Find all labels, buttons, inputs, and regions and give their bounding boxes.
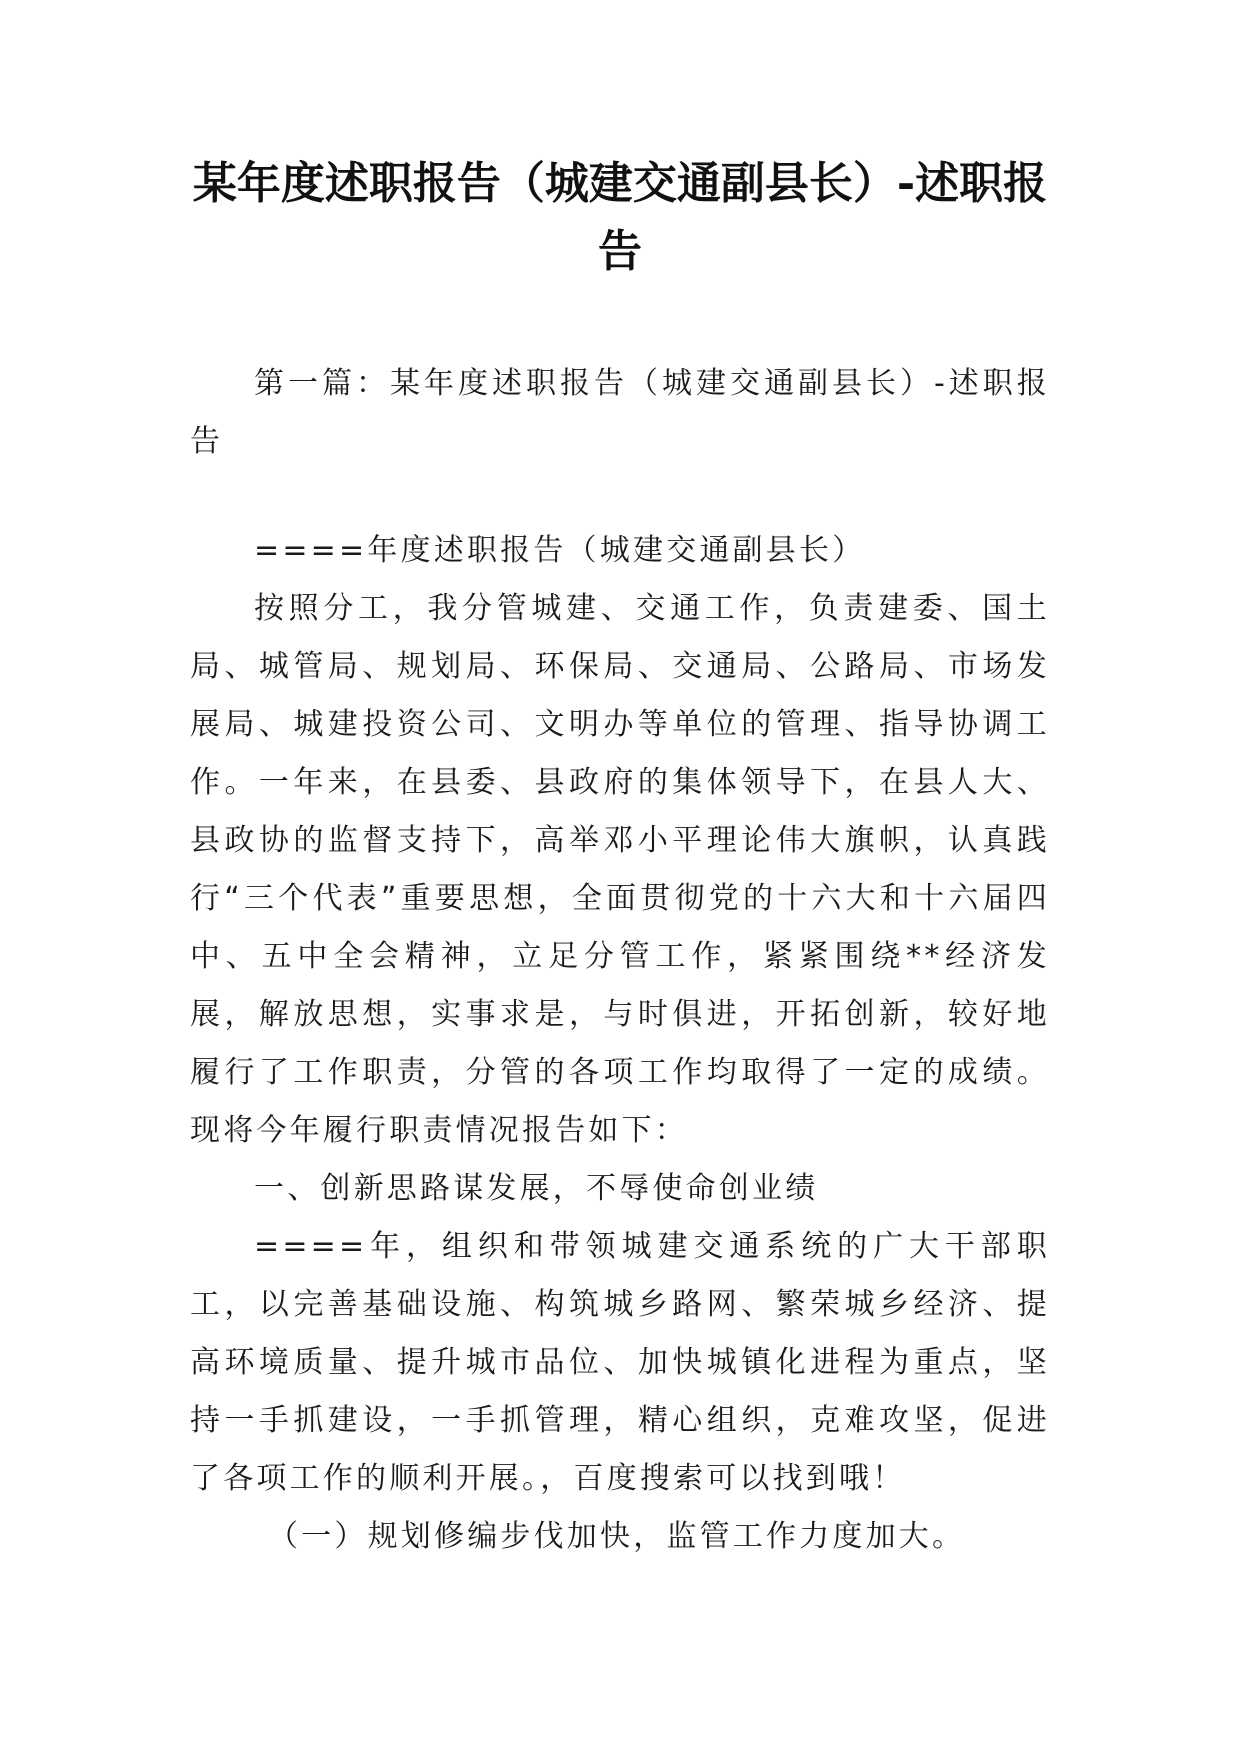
chapter-heading: 第一篇：某年度述职报告（城建交通副县长）-述职报告 — [190, 366, 1050, 459]
intro-paragraph: 按照分工，我分管城建、交通工作，负责建委、国土局、城管局、规划局、环保局、交通局、公路局、市场发展局、城建投资公司、文明办等单位的管理、指导协调工作。一年来，在县委、县政府的集体领导下，在县人大、县政协的监督支持下，高举邓小平理论伟大旗帜，认真践行“三个代表”重要思想，全面贯彻党的十六大和十六届四中、五中全会精神，立足分管工作，紧紧围绕**经济发展，解放思想，实事求是，与时俱进，开拓创新，较好地履行了工作职责，分管的各项工作均取得了一定的成绩。现将今年履行职责情况报告如下： — [190, 591, 1050, 1148]
document-title: 某年度述职报告（城建交通副县长）-述职报告 — [192, 158, 1048, 277]
report-title-line: ====年度述职报告（城建交通副县长） — [254, 533, 866, 568]
section-one-paragraph: ====年，组织和带领城建交通系统的广大干部职工，以完善基础设施、构筑城乡路网、繁荣城乡经济、提高环境质量、提升城市品位、加快城镇化进程为重点，坚持一手抓建设，一手抓管理，精心组织，克难攻坚，促进了各项工作的顺利开展。，百度搜索可以找到哦！ — [190, 1229, 1050, 1496]
subsection-one-heading — [190, 1508, 1050, 1566]
subsection-one-heading-text: （一）规划修编步伐加快，监管工作力度加大。 — [268, 1519, 966, 1554]
section-one-heading: 一、创新思路谋发展，不辱使命创业绩 — [254, 1171, 819, 1206]
